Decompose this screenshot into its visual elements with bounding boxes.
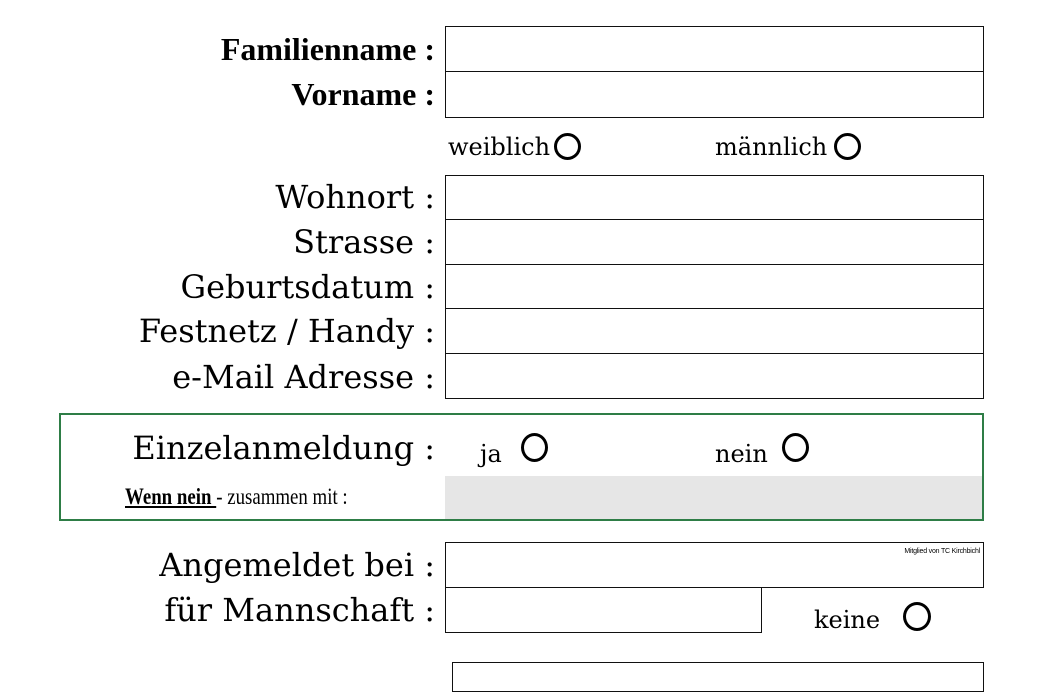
phone-field[interactable] [445,308,984,354]
registered-with-field[interactable] [445,542,984,588]
first-name-label: Vorname : [291,76,435,112]
registered-with-label: Angemeldet bei : [159,546,435,584]
email-label: e-Mail Adresse : [172,358,435,396]
none-radio[interactable] [903,602,931,631]
family-name-field[interactable] [445,26,984,73]
together-with-label [125,485,348,508]
if-no-label: Wenn nein [125,484,217,509]
birthdate-field[interactable] [445,264,984,310]
yes-label: ja [480,440,502,468]
male-label: männlich [715,133,828,161]
street-label: Strasse : [293,223,435,261]
no-radio[interactable] [782,433,809,462]
female-label: weiblich [448,133,551,161]
together-with-field[interactable] [445,476,982,519]
team-label: für Mannschaft : [164,591,435,629]
team-field[interactable] [445,587,762,633]
phone-label: Festnetz / Handy : [138,312,435,350]
none-label: keine [814,606,881,634]
birthdate-label: Geburtsdatum : [180,268,435,306]
first-name-field[interactable] [445,71,984,118]
together-label: - zusammen mit : [216,484,348,509]
member-note: Mitglied von TC Kirchbichl [904,548,980,555]
no-label: nein [715,440,768,468]
single-registration-label: Einzelanmeldung : [132,429,435,467]
city-field[interactable] [445,175,984,221]
female-radio[interactable] [554,133,581,160]
email-field[interactable] [445,353,984,399]
male-radio[interactable] [834,133,861,160]
next-field-partial[interactable] [452,662,984,692]
street-field[interactable] [445,219,984,265]
family-name-label: Familienname : [220,31,435,67]
yes-radio[interactable] [521,433,548,462]
city-label: Wohnort : [275,178,435,216]
